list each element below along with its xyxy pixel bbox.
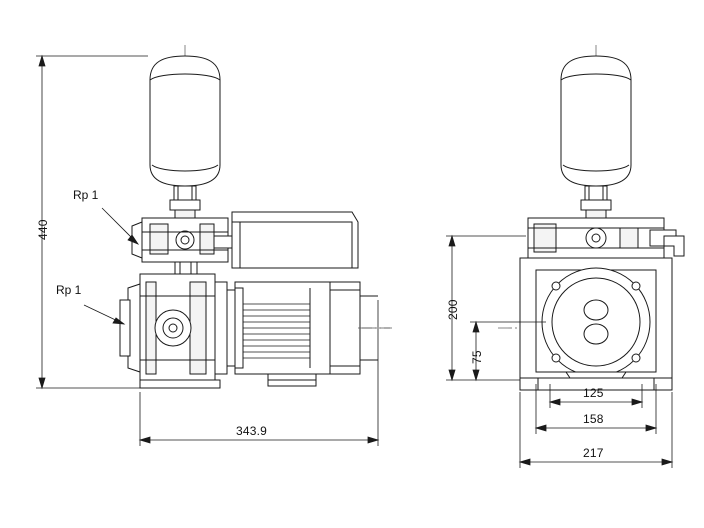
dimension-label-200: 200: [446, 299, 460, 320]
side-view-group: [36, 45, 392, 446]
suction-port-side: [120, 300, 130, 356]
dimension-label-158: 158: [583, 412, 604, 426]
tank-neck-front: [581, 200, 611, 218]
port-label-suction: Rp 1: [56, 283, 82, 297]
motor-body-side: [235, 282, 392, 374]
pressure-tank-front: [561, 56, 631, 200]
pump-housing-front: [520, 258, 672, 378]
dimension-label-125: 125: [583, 386, 604, 400]
top-fitting-front: [528, 218, 684, 258]
dimension-label-75: 75: [470, 350, 484, 364]
leader-rp1-suction: [84, 305, 124, 324]
front-view-group: [446, 45, 684, 468]
dimension-label-440: 440: [36, 219, 50, 240]
port-label-top: Rp 1: [73, 188, 99, 202]
top-fitting-side: [132, 218, 236, 274]
control-box-side: [232, 212, 358, 268]
tank-neck-side: [170, 200, 200, 218]
coupling-side: [215, 282, 235, 374]
dimension-label-343-9: 343.9: [236, 424, 268, 438]
pressure-tank-side: [150, 56, 220, 200]
pump-head-side: [128, 274, 215, 380]
dimension-label-217: 217: [583, 446, 604, 460]
